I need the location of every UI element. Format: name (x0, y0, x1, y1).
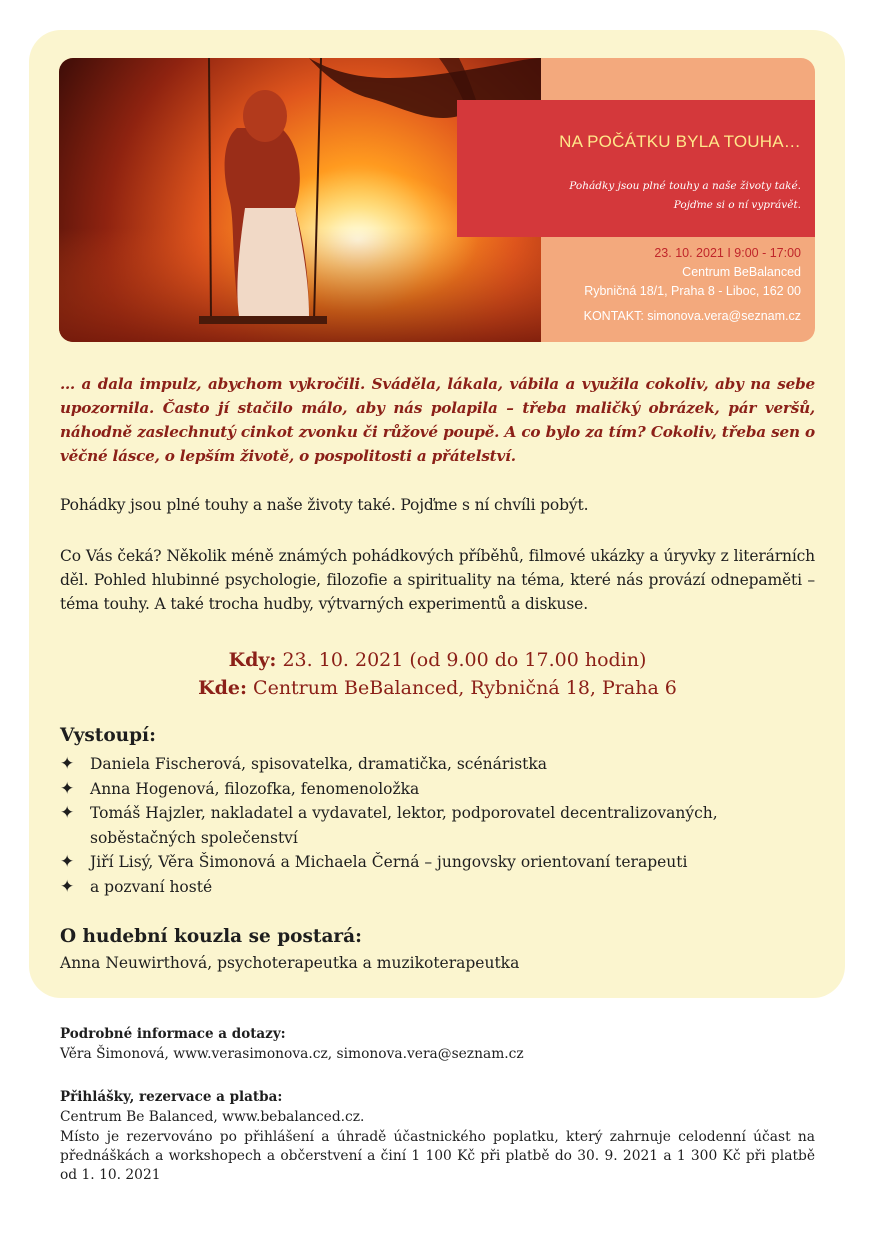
list-item: ✦ Daniela Fischerová, spisovatelka, dramatička, scénáristka (60, 752, 820, 777)
event-subtitle (569, 177, 801, 215)
where-value: Centrum BeBalanced, Rybničná 18, Praha 6 (253, 677, 677, 699)
list-item: ✦ Tomáš Hajzler, nakladatel a vydavatel, lektor, podporovatel decentralizovaných, soběstačných společenství (60, 803, 718, 847)
music-text: Anna Neuwirthová, psychoterapeutka a muzikoterapeutka (60, 954, 520, 972)
event-info (584, 244, 801, 326)
registration-text: Místo je rezervováno po přihlášení a úhradě účastnického poplatku, který zahrnuje celodenní účast na přednáškách a workshopech a občerstvení a činí 1 100 Kč při platbě do 30. 9. 2021 a 1 300 Kč při platbě od 1. 10. 2021 (60, 1129, 815, 1183)
event-title: NA POČÁTKU BYLA TOUHA… (559, 132, 801, 151)
when-where (60, 646, 815, 702)
speakers-list (60, 752, 820, 899)
registration-line1: Centrum Be Balanced, www.bebalanced.cz. (60, 1109, 365, 1125)
event-subtitle-line1: Pohádky jsou plné touhy a naše životy také. (569, 180, 801, 192)
star-bullet-icon: ✦ (60, 852, 75, 872)
event-date-time: 23. 10. 2021 I 9:00 - 17:00 (654, 246, 801, 260)
registration-heading: Přihlášky, rezervace a platba: (60, 1089, 283, 1105)
music-heading: O hudební kouzla se postará: (60, 926, 362, 947)
intro-paragraph: … a dala impulz, abychom vykročili. Sváděla, lákala, vábila a využila cokoliv, aby na sebe upozornila. Často jí stačilo málo, aby nás polapila – třeba maličký obrázek, pár veršů, náhodně zaslechnutý cinkot zvonku či růžové poupě. A co bylo za tím? Cokoliv, třeba sen o věčné lásce, o lepším životě, o pospolitosti a přátelství. (60, 375, 815, 465)
list-item: ✦ Anna Hogenová, filozofka, fenomenoložka (60, 777, 820, 802)
where-label: Kde: (198, 677, 247, 699)
star-bullet-icon: ✦ (60, 778, 75, 799)
when-label: Kdy: (228, 649, 277, 671)
speakers-heading: Vystoupí: (60, 725, 156, 746)
star-bullet-icon: ✦ (60, 754, 75, 774)
event-subtitle-line2: Pojďme si o ní vyprávět. (673, 199, 801, 211)
title-box (457, 100, 815, 237)
when-line (60, 646, 815, 674)
event-contact: KONTAKT: simonova.vera@seznam.cz (583, 309, 801, 323)
where-line (60, 674, 815, 702)
event-address: Rybničná 18/1, Praha 8 - Liboc, 162 00 (584, 284, 801, 298)
info-heading: Podrobné informace a dotazy: (60, 1026, 286, 1042)
when-value: 23. 10. 2021 (od 9.00 do 17.00 hodin) (282, 649, 647, 671)
paragraph-2: Co Vás čeká? Několik méně známých pohádkových příběhů, filmové ukázky a úryvky z literárních děl. Pohled hlubinné psychologie, filozofie a spirituality na téma, které nás provází odnepaměti – téma touhy. A také trocha hudby, výtvarných experimentů a diskuse. (60, 547, 815, 613)
list-item: ✦ Jiří Lisý, Věra Šimonová a Michaela Černá – jungovsky orientovaní terapeuti (60, 850, 820, 875)
event-banner (59, 58, 815, 342)
event-venue: Centrum BeBalanced (682, 265, 801, 279)
info-text: Věra Šimonová, www.verasimonova.cz, simonova.vera@seznam.cz (60, 1046, 524, 1062)
list-item: ✦ a pozvaní hosté (60, 875, 820, 900)
star-bullet-icon: ✦ (60, 803, 75, 823)
paragraph-1: Pohádky jsou plné touhy a naše životy také. Pojďme s ní chvíli pobýt. (60, 496, 589, 514)
star-bullet-icon: ✦ (60, 876, 75, 897)
